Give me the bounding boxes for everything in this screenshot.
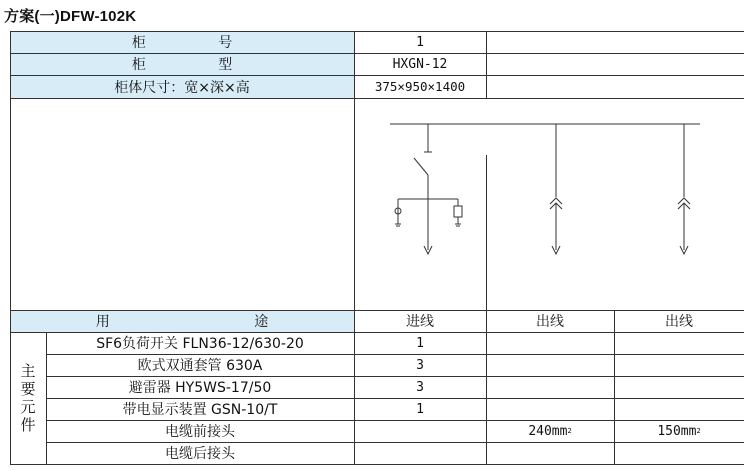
- cabinet-size-label: 柜体尺寸：宽×深×高: [114, 79, 250, 96]
- component-qty: 1: [416, 401, 424, 417]
- cabinet-size-value: 375×950×1400: [374, 79, 466, 94]
- surge-arrester-icon: [454, 206, 462, 217]
- load-switch-blade: [414, 158, 428, 175]
- cabinet-no-value: 1: [416, 34, 424, 50]
- component-name: 带电显示装置 GSN-10/T: [122, 402, 278, 418]
- component-name: SF6负荷开关 FLN36-12/630-20: [96, 336, 304, 352]
- component-name: 避雷器 HY5WS-17/50: [128, 380, 272, 396]
- cabinet-type-label: 柜 型: [131, 57, 267, 73]
- cable-size-outgoing-2: 150mm 2: [657, 423, 701, 439]
- usage-col-outgoing-1: 出线: [536, 314, 564, 330]
- page-title: 方案(一)DFW-102K: [4, 8, 137, 25]
- component-name: 电缆后接头: [165, 446, 235, 462]
- component-name: 欧式双通套管 630A: [137, 358, 263, 374]
- component-qty: 3: [416, 379, 424, 395]
- component-name: 电缆前接头: [165, 424, 235, 440]
- usage-label: 用 途: [95, 314, 339, 330]
- component-qty: 1: [416, 335, 424, 351]
- cabinet-type-value: HXGN-12: [392, 56, 448, 72]
- component-qty: 3: [416, 357, 424, 373]
- usage-col-outgoing-2: 出线: [665, 314, 693, 330]
- usage-col-incoming: 进线: [406, 314, 434, 330]
- cabinet-no-label: 柜 号: [131, 35, 267, 51]
- main-components-label: 主 要 元 件: [20, 362, 36, 434]
- cable-size-outgoing-1: 240mm 2: [528, 423, 572, 439]
